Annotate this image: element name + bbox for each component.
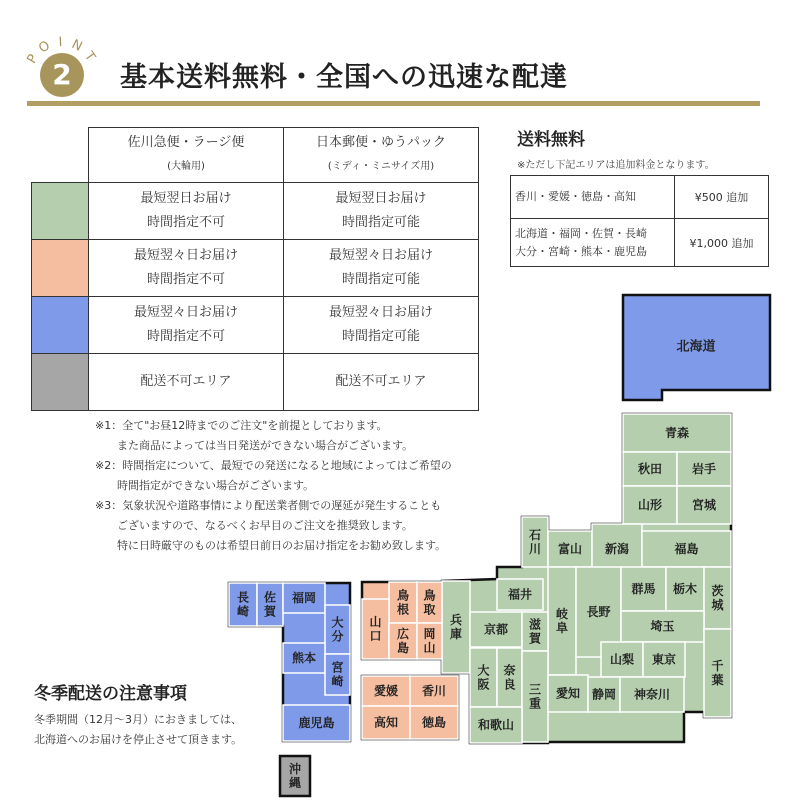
prefecture — [588, 677, 620, 712]
prefecture-label: 奈良 — [503, 663, 516, 692]
prefecture — [623, 452, 677, 486]
svg-text:T: T — [81, 49, 98, 65]
prefecture-label: 神奈川 — [633, 687, 671, 702]
prefecture — [522, 612, 548, 651]
prefecture-label: 山梨 — [609, 652, 635, 667]
prefecture-label: 佐賀 — [263, 590, 277, 619]
note-line: 時間指定ができない場合がございます。 — [95, 479, 315, 492]
prefecture — [362, 599, 389, 659]
cell-line: 時間指定可能 — [341, 272, 420, 287]
prefecture — [704, 629, 731, 717]
cell-line: 配送不可エリア — [140, 374, 232, 389]
prefecture-label: 愛知 — [555, 686, 581, 701]
prefecture-label: 岩手 — [691, 462, 717, 476]
winter-line: 北海道へのお届けを停止させて頂きます。 — [34, 733, 243, 746]
prefecture — [257, 583, 283, 626]
prefecture-label: 大阪 — [477, 663, 490, 692]
prefecture — [666, 567, 704, 611]
prefecture — [417, 623, 442, 659]
prefecture — [677, 452, 731, 486]
prefecture — [522, 651, 548, 742]
prefecture — [548, 531, 592, 567]
prefecture-label: 群馬 — [631, 582, 656, 596]
prefecture-label: 高知 — [373, 715, 399, 730]
prefecture-label: 大分 — [331, 615, 344, 644]
prefecture — [621, 611, 704, 642]
fee-price: ¥500 追加 — [675, 176, 769, 219]
prefecture-label: 福島 — [674, 542, 699, 556]
prefecture-label: 愛媛 — [373, 684, 399, 698]
prefecture-label: 静岡 — [591, 687, 617, 702]
svg-text:I: I — [58, 34, 63, 51]
prefecture-label: 秋田 — [637, 462, 663, 476]
prefecture — [623, 414, 731, 452]
prefecture-label: 富山 — [557, 542, 583, 556]
prefecture-label: 長野 — [586, 605, 611, 619]
prefecture — [642, 531, 731, 567]
prefecture-label: 鳥取 — [423, 588, 436, 617]
cell-line: 配送不可エリア — [335, 374, 427, 389]
note-line: ※2：時間指定について、最短での発送になると地域によってはご希望の — [95, 459, 452, 472]
prefecture-label: 石川 — [528, 528, 542, 556]
area-line: 香川・愛媛・徳島・高知 — [515, 190, 636, 203]
prefecture-label: 鳥根 — [396, 588, 410, 617]
prefecture-label: 千葉 — [711, 659, 724, 687]
prefecture — [470, 707, 522, 743]
page-title: 基本送料無料・全国への迅速な配達 — [120, 62, 568, 93]
prefecture — [389, 582, 417, 623]
prefecture — [470, 648, 497, 707]
carrier-sub: (大輪用) — [167, 161, 205, 172]
prefecture — [280, 756, 310, 796]
note-line: ※3：気象状況や道路事情により配送業者側での遅延が発生することも — [95, 499, 442, 512]
cell-line: 最短翌々日お届け — [133, 248, 238, 263]
prefecture-label: 兵庫 — [449, 613, 463, 641]
prefecture-label: 沖縄 — [288, 762, 302, 790]
prefecture — [229, 583, 257, 626]
prefecture-label: 宮城 — [691, 498, 717, 512]
prefecture — [522, 517, 548, 567]
area-line: 大分・宮崎・熊本・鹿児島 — [515, 244, 647, 258]
winter-line: 冬季期間（12月～3月）におきましては、 — [34, 713, 242, 726]
note-line: ※1：全て"お昼12時までのご注文"を前提としております。 — [95, 419, 388, 432]
prefecture-label: 宮崎 — [331, 660, 344, 689]
prefecture — [620, 677, 684, 712]
prefecture-label: 広島 — [396, 627, 410, 655]
point-number-badge: 2 — [40, 53, 84, 97]
prefecture-label: 岡山 — [423, 627, 436, 655]
svg-text:N: N — [69, 37, 85, 55]
prefecture-label: 鹿児島 — [298, 716, 335, 730]
prefecture — [623, 486, 677, 524]
prefecture-label: 新潟 — [604, 542, 630, 556]
prefecture — [417, 582, 442, 623]
carrier-name: 日本郵便・ゆうパック — [315, 135, 446, 150]
prefecture-label: 山形 — [637, 498, 663, 512]
cell-line: 時間指定不可 — [146, 272, 225, 287]
prefecture — [410, 706, 458, 739]
prefecture — [362, 706, 410, 739]
prefecture — [548, 675, 588, 712]
prefecture — [643, 642, 685, 677]
carrier-name: 佐川急便・ラージ便 — [127, 135, 245, 150]
prefecture-label: 福井 — [507, 587, 533, 602]
prefecture-label: 滋賀 — [528, 617, 542, 646]
prefecture-label: 三重 — [528, 682, 542, 711]
extra-fee-note: ※ただし下記エリアは追加料金となります。 — [517, 160, 715, 171]
carrier-sub: (ミディ・ミニサイズ用) — [327, 161, 435, 172]
prefecture — [548, 567, 576, 675]
cell-line: 最短翌日お届け — [335, 191, 427, 206]
prefecture — [621, 567, 666, 611]
cell-line: 時間指定不可 — [146, 215, 225, 230]
prefecture — [325, 605, 350, 654]
cell-line: 最短翌々日お届け — [328, 305, 433, 320]
prefecture — [283, 643, 325, 673]
fee-price: ¥1,000 追加 — [675, 219, 769, 267]
cell-line: 最短翌々日お届け — [133, 305, 238, 320]
prefecture — [389, 623, 417, 659]
svg-text:P: P — [24, 52, 42, 67]
free-shipping-title: 送料無料 — [517, 130, 585, 150]
prefecture — [470, 612, 522, 647]
prefecture — [410, 676, 458, 706]
prefecture-label: 埼玉 — [650, 619, 675, 634]
prefecture — [362, 676, 410, 706]
prefecture — [677, 486, 731, 524]
cell-line: 時間指定可能 — [341, 215, 420, 230]
area-line: 北海道・福岡・佐賀・長崎 — [515, 226, 647, 240]
cell-line: 最短翌日お届け — [140, 191, 232, 206]
cell-line: 時間指定不可 — [146, 329, 225, 344]
prefecture — [283, 705, 350, 741]
prefecture — [283, 583, 325, 613]
cell-line: 時間指定可能 — [341, 329, 420, 344]
prefecture-label: 和歌山 — [477, 718, 515, 732]
prefecture-label: 徳島 — [421, 715, 447, 730]
prefecture-label: 京都 — [483, 622, 509, 637]
prefecture — [704, 567, 731, 629]
prefecture-label: 福岡 — [291, 591, 317, 605]
winter-notice-title: 冬季配送の注意事項 — [34, 684, 187, 704]
prefecture — [442, 581, 470, 673]
prefecture-label: 岐阜 — [555, 607, 569, 635]
prefecture-label: 香川 — [421, 684, 447, 698]
prefecture-label: 北海道 — [676, 339, 716, 355]
note-line: また商品によっては当日発送ができない場合がございます。 — [95, 439, 414, 452]
prefecture-label: 茨城 — [711, 584, 724, 612]
prefecture-hokkaido — [623, 295, 770, 400]
note-line: 特に日時厳守のものは希望日前日のお届け指定をお勧め致します。 — [95, 539, 447, 552]
prefecture-label: 栃木 — [672, 582, 698, 596]
prefecture — [601, 642, 643, 677]
cell-line: 最短翌々日お届け — [328, 248, 433, 263]
prefecture — [497, 579, 543, 610]
prefecture — [325, 654, 350, 695]
prefecture-label: 長崎 — [236, 590, 250, 619]
prefecture-label: 山口 — [369, 615, 382, 643]
note-line: ございますので、なるべくお早目のご注文を推奨致します。 — [95, 519, 413, 532]
prefecture-label: 東京 — [651, 652, 677, 667]
prefecture — [497, 648, 522, 707]
prefecture-label: 青森 — [664, 426, 690, 440]
prefecture-label: 熊本 — [291, 651, 317, 665]
svg-text:O: O — [36, 38, 53, 57]
